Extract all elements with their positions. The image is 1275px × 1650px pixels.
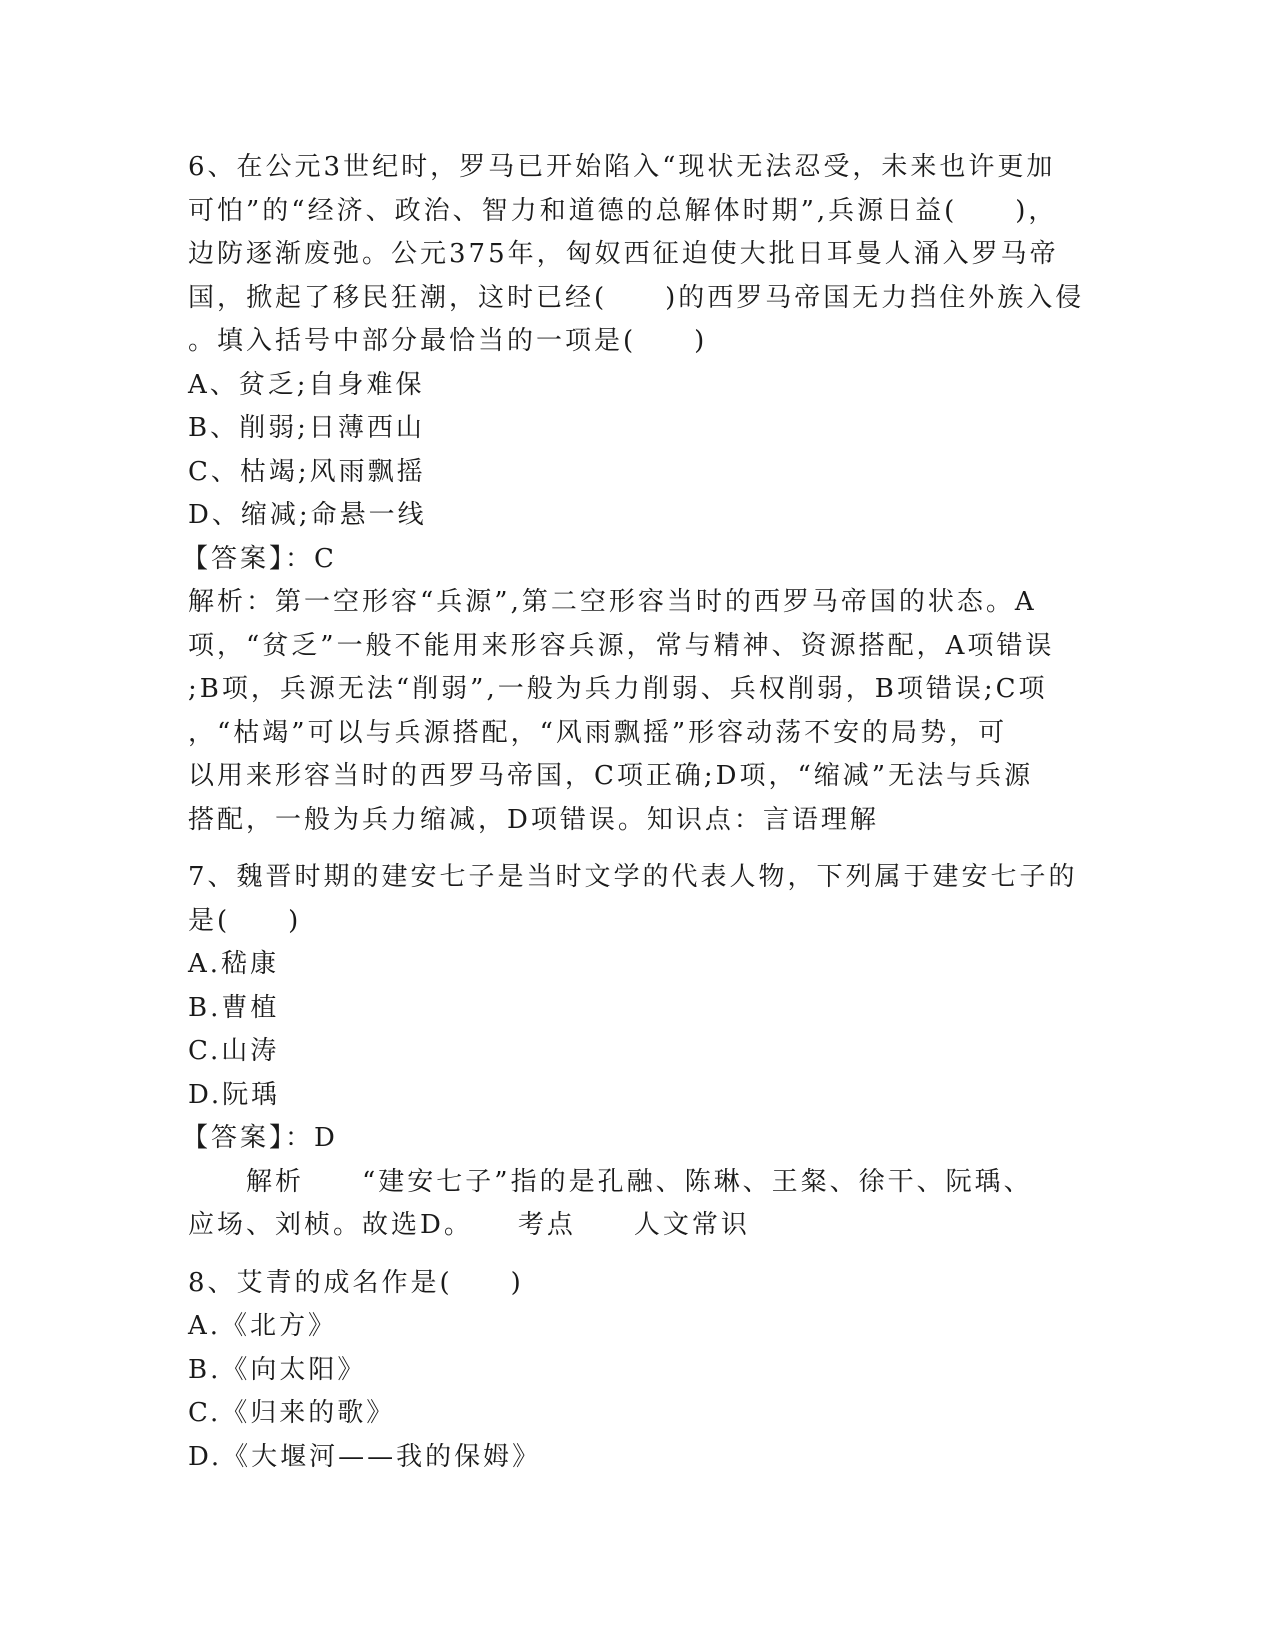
option-d: D、缩减;命悬一线 (188, 500, 427, 530)
document-page (182, 146, 1088, 1479)
question-spacer (188, 842, 1088, 856)
option-d: D.《大堰河——我的保姆》 (188, 1441, 542, 1472)
option-c: C、枯竭;风雨飘摇 (188, 456, 426, 487)
option-b: B.曹植 (188, 992, 280, 1023)
question-stem-line: 国，掀起了移民狂潮，这时已经( )的西罗马帝国无力挡住外族入侵 (188, 282, 1085, 313)
question-7 (182, 856, 1088, 1248)
answer-label: 【答案】：C (182, 543, 337, 574)
analysis-line: 应场、刘桢。故选D。 考点 人文常识 (188, 1210, 750, 1240)
analysis-line: 以用来形容当时的西罗马帝国，C项正确;D项，“缩减”无法与兵源 (188, 761, 1034, 791)
question-stem-line: 。填入括号中部分最恰当的一项是( ) (188, 326, 708, 356)
question-stem-line: 7、魏晋时期的建安七子是当时文学的代表人物，下列属于建安七子的 (188, 862, 1078, 892)
analysis-line: ;B项，兵源无法“削弱”,一般为兵力削弱、兵权削弱，B项错误;C项 (188, 674, 1048, 704)
option-c: C.《归来的歌》 (188, 1398, 396, 1428)
answer-label: 【答案】：D (182, 1123, 338, 1153)
analysis-line: 解析 “建安七子”指的是孔融、陈琳、王粲、徐干、阮瑀、 (246, 1166, 1033, 1197)
question-6 (182, 146, 1088, 842)
analysis-line: 解析：第一空形容“兵源”,第二空形容当时的西罗马帝国的状态。A (188, 587, 1037, 617)
option-a: A.《北方》 (188, 1311, 338, 1341)
option-c: C.山涛 (188, 1036, 280, 1066)
question-stem-line: 8、艾青的成名作是( ) (188, 1267, 524, 1298)
option-b: B.《向太阳》 (188, 1354, 367, 1385)
question-stem-line: 可怕”的“经济、政治、智力和道德的总解体时期”,兵源日益( )， (188, 195, 1058, 226)
question-8 (188, 1262, 1088, 1480)
option-a: A.嵇康 (188, 949, 280, 979)
analysis-line: 搭配，一般为兵力缩减，D项错误。知识点：言语理解 (188, 804, 879, 835)
analysis-line: ，“枯竭”可以与兵源搭配，“风雨飘摇”形容动荡不安的局势，可 (188, 717, 1008, 748)
analysis-line: 项，“贫乏”一般不能用来形容兵源，常与精神、资源搭配，A项错误 (188, 630, 1055, 661)
question-stem-line: 是( ) (188, 905, 302, 936)
option-b: B、削弱;日薄西山 (188, 413, 425, 443)
question-spacer (188, 1248, 1088, 1262)
option-d: D.阮瑀 (188, 1079, 281, 1110)
question-stem-line: 边防逐渐废弛。公元375年，匈奴西征迫使大批日耳曼人涌入罗马帝 (188, 239, 1059, 269)
option-a: A、贫乏;自身难保 (188, 369, 425, 400)
question-stem-line: 6、在公元3世纪时，罗马已开始陷入“现状无法忍受，未来也许更加 (188, 152, 1056, 182)
